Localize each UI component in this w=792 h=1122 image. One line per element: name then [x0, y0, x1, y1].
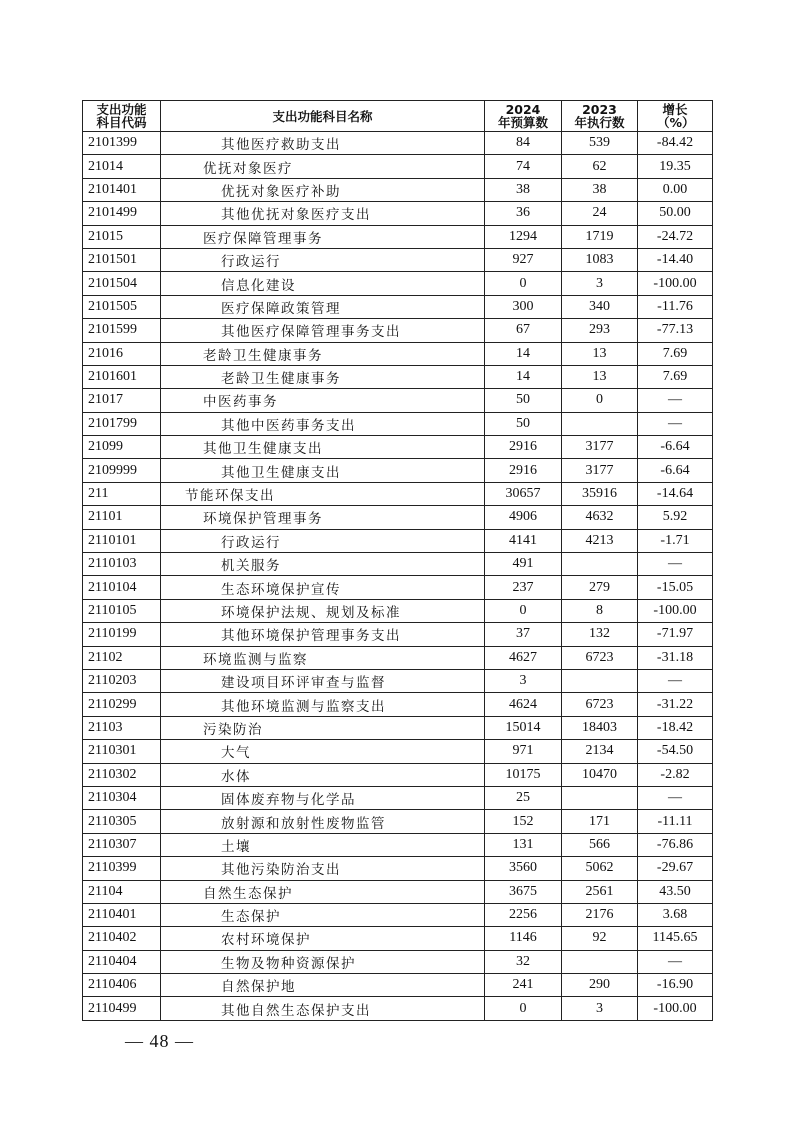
- row-actual: 2176: [562, 903, 638, 926]
- row-budget: 927: [485, 248, 562, 271]
- row-budget: 2916: [485, 436, 562, 459]
- row-growth: —: [638, 786, 713, 809]
- row-budget: 3560: [485, 857, 562, 880]
- row-actual: 10470: [562, 763, 638, 786]
- row-actual: 290: [562, 974, 638, 997]
- row-name: 生物及物种资源保护: [161, 950, 485, 973]
- row-name: 优抚对象医疗补助: [161, 178, 485, 201]
- row-actual: [562, 669, 638, 692]
- row-actual: 3: [562, 272, 638, 295]
- row-actual: 132: [562, 623, 638, 646]
- row-code: 2101401: [83, 178, 161, 201]
- row-actual: 171: [562, 810, 638, 833]
- table-row: [83, 646, 713, 669]
- row-actual: 92: [562, 927, 638, 950]
- table-row: [83, 319, 713, 342]
- row-code: 2110103: [83, 553, 161, 576]
- row-actual: [562, 412, 638, 435]
- row-code: 21015: [83, 225, 161, 248]
- row-actual: 3177: [562, 436, 638, 459]
- row-budget: 4627: [485, 646, 562, 669]
- table-row: [83, 716, 713, 739]
- row-actual: 6723: [562, 693, 638, 716]
- table-row: [83, 459, 713, 482]
- row-code: 21104: [83, 880, 161, 903]
- row-growth: -2.82: [638, 763, 713, 786]
- row-actual: 5062: [562, 857, 638, 880]
- row-name: 放射源和放射性废物监管: [161, 810, 485, 833]
- table-header-row: [83, 101, 713, 132]
- table-row: [83, 950, 713, 973]
- row-code: 2110203: [83, 669, 161, 692]
- budget-table: [82, 100, 713, 1021]
- row-actual: 3: [562, 997, 638, 1020]
- row-budget: 131: [485, 833, 562, 856]
- row-budget: 237: [485, 576, 562, 599]
- row-name: 行政运行: [161, 529, 485, 552]
- table-row: [83, 903, 713, 926]
- row-code: 2110301: [83, 740, 161, 763]
- row-code: 2110399: [83, 857, 161, 880]
- row-actual: 8: [562, 599, 638, 622]
- row-budget: 74: [485, 155, 562, 178]
- row-budget: 15014: [485, 716, 562, 739]
- row-budget: 25: [485, 786, 562, 809]
- row-name: 节能环保支出: [161, 482, 485, 505]
- table-row: [83, 506, 713, 529]
- row-code: 2110302: [83, 763, 161, 786]
- header-growth: 增长（%）: [638, 101, 713, 132]
- row-growth: 7.69: [638, 365, 713, 388]
- row-actual: 3177: [562, 459, 638, 482]
- row-actual: 1083: [562, 248, 638, 271]
- table-row: [83, 740, 713, 763]
- row-actual: 1719: [562, 225, 638, 248]
- row-budget: 491: [485, 553, 562, 576]
- row-actual: 13: [562, 365, 638, 388]
- row-actual: [562, 553, 638, 576]
- row-code: 21014: [83, 155, 161, 178]
- row-code: 2110307: [83, 833, 161, 856]
- table-row: [83, 202, 713, 225]
- row-code: 2110406: [83, 974, 161, 997]
- row-budget: 1294: [485, 225, 562, 248]
- table-body: [83, 132, 713, 1021]
- row-growth: -16.90: [638, 974, 713, 997]
- row-code: 2110104: [83, 576, 161, 599]
- row-budget: 38: [485, 178, 562, 201]
- row-name: 其他优抚对象医疗支出: [161, 202, 485, 225]
- row-budget: 0: [485, 272, 562, 295]
- row-name: 机关服务: [161, 553, 485, 576]
- row-growth: -11.76: [638, 295, 713, 318]
- row-actual: 0: [562, 389, 638, 412]
- row-budget: 37: [485, 623, 562, 646]
- row-code: 2101799: [83, 412, 161, 435]
- row-name: 信息化建设: [161, 272, 485, 295]
- row-actual: 566: [562, 833, 638, 856]
- row-growth: -100.00: [638, 599, 713, 622]
- row-growth: —: [638, 553, 713, 576]
- row-code: 211: [83, 482, 161, 505]
- row-growth: -1.71: [638, 529, 713, 552]
- row-actual: 4213: [562, 529, 638, 552]
- row-growth: —: [638, 669, 713, 692]
- row-budget: 4141: [485, 529, 562, 552]
- table-row: [83, 225, 713, 248]
- row-name: 污染防治: [161, 716, 485, 739]
- row-growth: 7.69: [638, 342, 713, 365]
- row-name: 大气: [161, 740, 485, 763]
- row-actual: 24: [562, 202, 638, 225]
- table-row: [83, 997, 713, 1020]
- row-code: 2110499: [83, 997, 161, 1020]
- row-growth: -100.00: [638, 272, 713, 295]
- row-actual: 2561: [562, 880, 638, 903]
- table-row: [83, 576, 713, 599]
- row-code: 21101: [83, 506, 161, 529]
- row-actual: [562, 786, 638, 809]
- row-code: 21017: [83, 389, 161, 412]
- table-row: [83, 132, 713, 155]
- row-actual: 6723: [562, 646, 638, 669]
- table-row: [83, 412, 713, 435]
- row-budget: 300: [485, 295, 562, 318]
- row-name: 生态环境保护宣传: [161, 576, 485, 599]
- row-budget: 2916: [485, 459, 562, 482]
- row-name: 环境监测与监察: [161, 646, 485, 669]
- table-row: [83, 272, 713, 295]
- row-budget: 241: [485, 974, 562, 997]
- table-row: [83, 248, 713, 271]
- row-code: 21099: [83, 436, 161, 459]
- row-growth: —: [638, 950, 713, 973]
- table-row: [83, 178, 713, 201]
- row-actual: 18403: [562, 716, 638, 739]
- row-growth: 50.00: [638, 202, 713, 225]
- row-name: 环境保护法规、规划及标准: [161, 599, 485, 622]
- table-row: [83, 763, 713, 786]
- row-name: 环境保护管理事务: [161, 506, 485, 529]
- table-row: [83, 974, 713, 997]
- row-code: 2110404: [83, 950, 161, 973]
- row-name: 其他医疗保障管理事务支出: [161, 319, 485, 342]
- row-growth: -31.22: [638, 693, 713, 716]
- row-growth: -24.72: [638, 225, 713, 248]
- row-growth: -29.67: [638, 857, 713, 880]
- header-code: 支出功能科目代码: [83, 101, 161, 132]
- row-budget: 0: [485, 599, 562, 622]
- row-budget: 14: [485, 365, 562, 388]
- row-budget: 14: [485, 342, 562, 365]
- row-growth: -77.13: [638, 319, 713, 342]
- row-code: 2110304: [83, 786, 161, 809]
- row-budget: 30657: [485, 482, 562, 505]
- row-code: 2110199: [83, 623, 161, 646]
- row-actual: 340: [562, 295, 638, 318]
- row-name: 其他医疗救助支出: [161, 132, 485, 155]
- row-name: 生态保护: [161, 903, 485, 926]
- row-growth: -100.00: [638, 997, 713, 1020]
- row-name: 其他自然生态保护支出: [161, 997, 485, 1020]
- row-growth: -14.40: [638, 248, 713, 271]
- row-actual: 13: [562, 342, 638, 365]
- row-growth: -15.05: [638, 576, 713, 599]
- row-actual: 279: [562, 576, 638, 599]
- row-name: 其他卫生健康支出: [161, 436, 485, 459]
- table-row: [83, 786, 713, 809]
- row-growth: 19.35: [638, 155, 713, 178]
- row-code: 2101399: [83, 132, 161, 155]
- row-code: 21016: [83, 342, 161, 365]
- table-row: [83, 365, 713, 388]
- row-name: 其他中医药事务支出: [161, 412, 485, 435]
- row-actual: 539: [562, 132, 638, 155]
- row-name: 农村环境保护: [161, 927, 485, 950]
- row-name: 自然保护地: [161, 974, 485, 997]
- row-code: 2110305: [83, 810, 161, 833]
- table-row: [83, 693, 713, 716]
- row-name: 中医药事务: [161, 389, 485, 412]
- row-growth: -54.50: [638, 740, 713, 763]
- row-actual: [562, 950, 638, 973]
- row-budget: 3675: [485, 880, 562, 903]
- row-code: 2101504: [83, 272, 161, 295]
- header-actual: 2023 年执行数: [562, 101, 638, 132]
- row-code: 2110101: [83, 529, 161, 552]
- row-budget: 3: [485, 669, 562, 692]
- row-code: 2110105: [83, 599, 161, 622]
- header-budget: 2024 年预算数: [485, 101, 562, 132]
- row-name: 其他环境保护管理事务支出: [161, 623, 485, 646]
- table-row: [83, 623, 713, 646]
- row-name: 行政运行: [161, 248, 485, 271]
- row-growth: -84.42: [638, 132, 713, 155]
- row-budget: 32: [485, 950, 562, 973]
- table-row: [83, 389, 713, 412]
- row-budget: 84: [485, 132, 562, 155]
- row-code: 2110402: [83, 927, 161, 950]
- row-code: 2109999: [83, 459, 161, 482]
- table-row: [83, 927, 713, 950]
- row-budget: 50: [485, 412, 562, 435]
- table-row: [83, 669, 713, 692]
- row-growth: 3.68: [638, 903, 713, 926]
- row-growth: -6.64: [638, 436, 713, 459]
- row-code: 2101601: [83, 365, 161, 388]
- page-number: — 48 —: [125, 1031, 194, 1051]
- table-row: [83, 880, 713, 903]
- row-name: 土壤: [161, 833, 485, 856]
- row-code: 2101599: [83, 319, 161, 342]
- table-row: [83, 599, 713, 622]
- table-row: [83, 482, 713, 505]
- table-row: [83, 295, 713, 318]
- row-name: 医疗保障管理事务: [161, 225, 485, 248]
- row-growth: -31.18: [638, 646, 713, 669]
- row-budget: 10175: [485, 763, 562, 786]
- row-budget: 0: [485, 997, 562, 1020]
- row-name: 其他污染防治支出: [161, 857, 485, 880]
- row-name: 水体: [161, 763, 485, 786]
- row-actual: 62: [562, 155, 638, 178]
- table-row: [83, 529, 713, 552]
- row-name: 固体废弃物与化学品: [161, 786, 485, 809]
- row-growth: -14.64: [638, 482, 713, 505]
- row-actual: 35916: [562, 482, 638, 505]
- row-growth: —: [638, 389, 713, 412]
- row-actual: 38: [562, 178, 638, 201]
- table-row: [83, 857, 713, 880]
- row-growth: 43.50: [638, 880, 713, 903]
- row-name: 建设项目环评审查与监督: [161, 669, 485, 692]
- row-growth: -18.42: [638, 716, 713, 739]
- row-actual: 4632: [562, 506, 638, 529]
- row-budget: 152: [485, 810, 562, 833]
- row-growth: -71.97: [638, 623, 713, 646]
- row-budget: 50: [485, 389, 562, 412]
- row-name: 其他环境监测与监察支出: [161, 693, 485, 716]
- row-code: 21102: [83, 646, 161, 669]
- row-growth: 0.00: [638, 178, 713, 201]
- table-row: [83, 810, 713, 833]
- row-name: 医疗保障政策管理: [161, 295, 485, 318]
- row-budget: 971: [485, 740, 562, 763]
- row-name: 老龄卫生健康事务: [161, 365, 485, 388]
- row-growth: -6.64: [638, 459, 713, 482]
- row-code: 2110299: [83, 693, 161, 716]
- header-name: 支出功能科目名称: [161, 101, 485, 132]
- row-code: 2101505: [83, 295, 161, 318]
- table-row: [83, 553, 713, 576]
- row-budget: 36: [485, 202, 562, 225]
- table-row: [83, 155, 713, 178]
- row-actual: 293: [562, 319, 638, 342]
- budget-table-container: [82, 100, 712, 1021]
- row-code: 2101501: [83, 248, 161, 271]
- row-name: 老龄卫生健康事务: [161, 342, 485, 365]
- row-budget: 67: [485, 319, 562, 342]
- row-name: 优抚对象医疗: [161, 155, 485, 178]
- row-growth: 1145.65: [638, 927, 713, 950]
- row-code: 2110401: [83, 903, 161, 926]
- row-growth: 5.92: [638, 506, 713, 529]
- row-budget: 1146: [485, 927, 562, 950]
- row-budget: 4624: [485, 693, 562, 716]
- row-actual: 2134: [562, 740, 638, 763]
- table-row: [83, 436, 713, 459]
- row-budget: 2256: [485, 903, 562, 926]
- table-row: [83, 342, 713, 365]
- row-code: 21103: [83, 716, 161, 739]
- row-growth: -76.86: [638, 833, 713, 856]
- row-growth: —: [638, 412, 713, 435]
- row-code: 2101499: [83, 202, 161, 225]
- table-row: [83, 833, 713, 856]
- row-name: 其他卫生健康支出: [161, 459, 485, 482]
- row-growth: -11.11: [638, 810, 713, 833]
- row-budget: 4906: [485, 506, 562, 529]
- row-name: 自然生态保护: [161, 880, 485, 903]
